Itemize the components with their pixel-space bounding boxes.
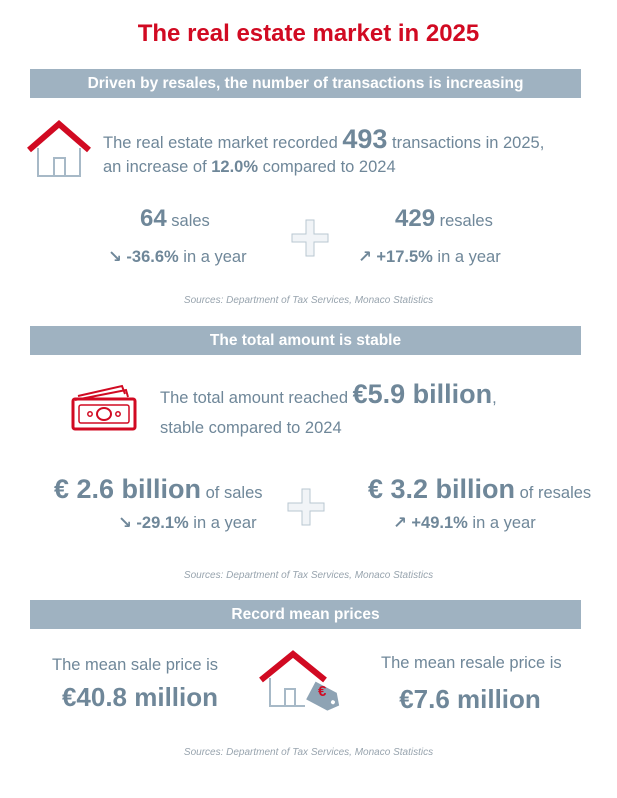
sales-amount: € 2.6 billion	[54, 474, 202, 504]
sales-amount-line	[54, 474, 263, 505]
trend-down-icon: ↘	[118, 514, 132, 532]
amount-line-1	[160, 379, 497, 410]
trend-up-icon: ↗	[393, 514, 407, 532]
sales-change-suffix: in a year	[178, 248, 247, 266]
section-header-amount: The total amount is stable	[30, 326, 581, 355]
amount-line-2: stable compared to 2024	[160, 419, 342, 437]
resales-amount-change-value: +49.1%	[411, 514, 468, 532]
trend-down-icon: ↘	[108, 248, 122, 266]
sales-change-line	[108, 247, 247, 267]
sales-count: 64	[140, 205, 167, 232]
mean-resale-label: The mean resale price is	[381, 654, 562, 672]
resales-amount-label: of resales	[515, 484, 592, 502]
plus-icon	[286, 487, 326, 527]
increase-percent: 12.0%	[211, 158, 259, 176]
amount-suffix: ,	[492, 389, 497, 407]
resales-change-value: +17.5%	[376, 248, 433, 266]
resales-count: 429	[395, 205, 436, 232]
euro-tag-symbol: €	[318, 683, 327, 700]
source-note-3: Sources: Department of Tax Services, Monaco Statistics	[183, 747, 434, 758]
page-title: The real estate market in 2025	[137, 20, 480, 47]
resales-label: resales	[435, 212, 493, 230]
sales-change-value: -36.6%	[126, 248, 179, 266]
sales-amount-change-line	[118, 513, 257, 533]
resales-amount-line	[368, 474, 591, 505]
amount-total: €5.9 billion	[352, 379, 493, 409]
trend-up-icon: ↗	[358, 248, 372, 266]
source-note-2: Sources: Department of Tax Services, Monaco Statistics	[183, 570, 434, 581]
sales-amount-label: of sales	[201, 484, 263, 502]
transactions-prefix: The real estate market recorded	[103, 134, 343, 152]
sales-label: sales	[166, 212, 210, 230]
resales-amount-change-line	[393, 513, 536, 533]
source-note-1: Sources: Department of Tax Services, Monaco Statistics	[183, 295, 434, 306]
mean-resale-value: €7.6 million	[399, 684, 541, 714]
sales-amount-change-suffix: in a year	[188, 514, 257, 532]
transactions-line-2	[103, 158, 396, 177]
resales-change-line	[358, 247, 501, 267]
resales-amount: € 3.2 billion	[368, 474, 516, 504]
transactions-count: 493	[342, 124, 388, 154]
section-header-transactions: Driven by resales, the number of transactions is increasing	[30, 69, 581, 98]
transactions-suffix: transactions in 2025,	[387, 134, 545, 152]
resales-amount-change-suffix: in a year	[467, 514, 536, 532]
section-header-prices: Record mean prices	[30, 600, 581, 629]
mean-sale-label: The mean sale price is	[52, 656, 218, 674]
increase-suffix: compared to 2024	[258, 158, 396, 176]
banknote-icon	[70, 384, 140, 432]
amount-prefix: The total amount reached	[160, 389, 353, 407]
sales-amount-change-value: -29.1%	[136, 514, 189, 532]
transactions-line-1	[103, 124, 544, 155]
resales-count-line	[395, 205, 493, 233]
sales-count-line	[140, 205, 210, 233]
house-price-tag-icon	[255, 648, 347, 718]
plus-icon	[290, 218, 330, 258]
increase-prefix: an increase of	[103, 158, 212, 176]
house-icon	[25, 118, 93, 180]
mean-sale-value: €40.8 million	[61, 682, 219, 712]
resales-change-suffix: in a year	[432, 248, 501, 266]
